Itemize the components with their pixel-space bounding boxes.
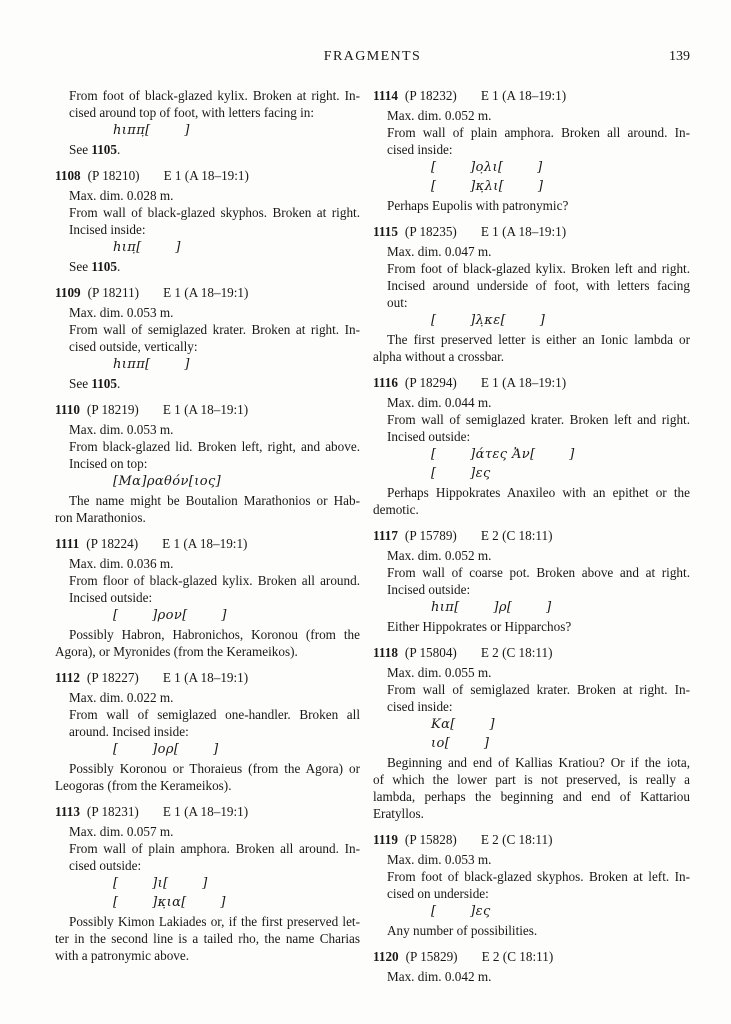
- entry-number: 1117: [373, 528, 398, 543]
- text-line: ron Marathonios.: [55, 510, 146, 525]
- text-line: Any number of possibilities.: [387, 923, 538, 938]
- text-line: alpha without a crossbar.: [373, 349, 505, 364]
- text-line: From wall of semiglazed krater. Broken at right. In-: [387, 682, 690, 697]
- text-line: Incised inside:: [69, 222, 146, 237]
- text-line: Max. dim. 0.052 m.: [387, 548, 492, 563]
- entry-heading: [373, 527, 690, 544]
- entry-number: 1118: [373, 645, 398, 660]
- text-line: Max. dim. 0.042 m.: [387, 969, 492, 984]
- text-line: The name might be Boutalion Marathonios or Hab-: [69, 493, 360, 508]
- deposit-reference: E 2 (C 18:11): [480, 832, 553, 847]
- inventory-number: (P 18224): [86, 536, 139, 551]
- description-paragraph: [373, 260, 690, 311]
- text-line: From foot of black-glazed kylix. Broken at right. In-: [69, 88, 360, 103]
- inscription-line: [ ]ες: [431, 904, 491, 919]
- entry-heading: [55, 401, 360, 418]
- deposit-reference: E 1 (A 18–19:1): [162, 804, 249, 819]
- cross-reference-number: 1105: [91, 376, 117, 391]
- text-line: From wall of plain amphora. Broken all around. In-: [387, 125, 690, 140]
- text-line: Eratyllos.: [373, 806, 424, 821]
- entry-number: 1109: [55, 285, 81, 300]
- left-column: [55, 87, 360, 964]
- description-paragraph: [373, 107, 690, 124]
- cross-reference-number: 1105: [91, 259, 117, 274]
- inscription-line: [Μα]ραθόν[ιος]: [113, 474, 222, 489]
- running-head: [55, 48, 690, 68]
- description-paragraph: [373, 547, 690, 564]
- text-line: From wall of black-glazed skyphos. Broken at right.: [69, 205, 360, 220]
- text-line: Possibly Kimon Lakiades or, if the first preserved let-: [69, 914, 360, 929]
- entry-heading: [55, 535, 360, 552]
- text-line: From wall of coarse pot. Broken above and at right.: [387, 565, 690, 580]
- commentary-paragraph: [55, 913, 360, 964]
- entry-heading: [373, 644, 690, 661]
- text-line: Possibly Habron, Habronichos, Koronou (from the: [69, 627, 360, 642]
- text-line: Incised around underside of foot, with letters facing: [387, 278, 690, 293]
- inscription-line: hιπ[ ]ρ[ ]: [431, 600, 552, 615]
- two-column-text-block: [55, 87, 690, 985]
- cross-reference: See 1105.: [69, 142, 121, 157]
- entry-number: 1113: [55, 804, 80, 819]
- deposit-reference: E 1 (A 18–19:1): [162, 670, 249, 685]
- description-paragraph: [55, 421, 360, 438]
- cross-reference: See 1105.: [69, 259, 121, 274]
- description-paragraph: [373, 564, 690, 598]
- description-paragraph: [373, 124, 690, 158]
- description-paragraph: [373, 411, 690, 445]
- text-line: Max. dim. 0.053 m.: [387, 852, 492, 867]
- deposit-reference: E 1 (A 18–19:1): [162, 536, 248, 551]
- entry-number: 1115: [373, 224, 398, 239]
- inscription-line: [ ]κ̣λι[ ]: [431, 179, 544, 194]
- cross-reference-number: 1105: [91, 142, 117, 157]
- inscription-line: [ ]ο̣λι[ ]: [431, 160, 543, 175]
- inscription-line: [ ]κ̣ια[ ]: [113, 895, 226, 910]
- page-title: FRAGMENTS: [323, 49, 422, 64]
- description-paragraph: [55, 572, 360, 606]
- deposit-reference: E 1 (A 18–19:1): [480, 88, 567, 103]
- entry-heading: [55, 284, 360, 301]
- text-line: From floor of black-glazed kylix. Broken all around.: [69, 573, 360, 588]
- text-line: From wall of semiglazed krater. Broken at right. In-: [69, 322, 360, 337]
- description-paragraph: [55, 823, 360, 840]
- entry-number: 1120: [373, 949, 399, 964]
- description-paragraph: [55, 204, 360, 238]
- text-line: Max. dim. 0.036 m.: [69, 556, 174, 571]
- text-line: Leogoras (from the Kerameikos).: [55, 778, 232, 793]
- entry-number: 1111: [55, 536, 80, 551]
- text-line: cised outside, vertically:: [69, 339, 198, 354]
- text-line: cised outside:: [69, 858, 142, 873]
- text-line: Max. dim. 0.028 m.: [69, 188, 174, 203]
- text-line: cised around top of foot, with letters facing in:: [69, 105, 315, 120]
- deposit-reference: E 1 (A 18–19:1): [480, 375, 567, 390]
- description-paragraph: [55, 840, 360, 874]
- commentary-paragraph: [55, 492, 360, 526]
- inscription-line: ιο[ ]: [431, 736, 490, 751]
- inscription-line: [ ]ορ[ ]: [113, 742, 219, 757]
- entry-number: 1114: [373, 88, 398, 103]
- text-line: From wall of plain amphora. Broken all around. In-: [69, 841, 360, 856]
- text-line: From foot of black-glazed skyphos. Broken at left. In-: [387, 869, 690, 884]
- inventory-number: (P 18235): [404, 224, 457, 239]
- text-line: The first preserved letter is either an Ionic lambda or: [387, 332, 690, 347]
- text-line: Incised outside:: [69, 590, 153, 605]
- description-paragraph: [55, 187, 360, 204]
- text-line: ter in the second line is a tailed rho, the name Charias: [55, 931, 360, 946]
- inventory-number: (P 18232): [404, 88, 457, 103]
- inscription-line: hιπ̣[ ]: [113, 240, 181, 255]
- deposit-reference: E 2 (C 18:11): [480, 645, 553, 660]
- inscription-line: Κα[ ]: [431, 717, 495, 732]
- deposit-reference: E 1 (A 18–19:1): [163, 285, 249, 300]
- text-line: Incised on top:: [69, 456, 148, 471]
- text-line: of which the lower part is not preserved, is really a: [373, 772, 690, 787]
- description-paragraph: [373, 664, 690, 681]
- entry-heading: [55, 167, 360, 184]
- description-paragraph: [373, 851, 690, 868]
- deposit-reference: E 1 (A 18–19:1): [480, 224, 567, 239]
- text-line: Max. dim. 0.053 m.: [69, 305, 174, 320]
- text-line: From wall of semiglazed krater. Broken left and right.: [387, 412, 690, 427]
- text-line: Beginning and end of Kallias Kratiou? Or if the iota,: [387, 755, 690, 770]
- inventory-number: (P 15829): [405, 949, 458, 964]
- entry-heading: [373, 831, 690, 848]
- entry-number: 1112: [55, 670, 80, 685]
- text-line: Max. dim. 0.052 m.: [387, 108, 492, 123]
- entry-heading: [55, 803, 360, 820]
- inventory-number: (P 15804): [404, 645, 457, 660]
- text-line: cised inside:: [387, 142, 453, 157]
- text-line: lambda, perhaps the beginning and end of Kattariou: [373, 789, 690, 804]
- entry-number: 1108: [55, 168, 81, 183]
- inventory-number: (P 18231): [86, 804, 139, 819]
- text-line: demotic.: [373, 502, 419, 517]
- text-line: Possibly Koronou or Thoraieus (from the Agora) or: [69, 761, 360, 776]
- inscription-line: [ ]λ̣κε[ ]: [431, 313, 546, 328]
- inventory-number: (P 18294): [404, 375, 457, 390]
- commentary-paragraph: [373, 618, 690, 635]
- inscription-line: [ ]ρον[ ]: [113, 608, 227, 623]
- description-paragraph: [373, 394, 690, 411]
- entry-heading: [55, 669, 360, 686]
- text-line: out:: [387, 295, 408, 310]
- inscription-line: [ ]άτες Ἀν[ ]: [431, 447, 575, 462]
- text-line: Max. dim. 0.022 m.: [69, 690, 174, 705]
- commentary-paragraph: [373, 754, 690, 822]
- deposit-reference: E 2 (C 18:11): [480, 528, 553, 543]
- commentary-paragraph: [55, 626, 360, 660]
- inscription-line: hιππ[ ]: [113, 357, 190, 372]
- description-paragraph: [55, 438, 360, 472]
- text-line: From wall of semiglazed one-handler. Broken all: [69, 707, 360, 722]
- entry-heading: [373, 87, 690, 104]
- description-paragraph: [373, 243, 690, 260]
- text-line: Max. dim. 0.055 m.: [387, 665, 492, 680]
- description-paragraph: [55, 304, 360, 321]
- entry-heading: [373, 223, 690, 240]
- text-line: Incised outside:: [387, 582, 471, 597]
- description-paragraph: [373, 681, 690, 715]
- entry-number: 1110: [55, 402, 80, 417]
- deposit-reference: E 1 (A 18–19:1): [162, 402, 249, 417]
- commentary-paragraph: [373, 331, 690, 365]
- commentary-paragraph: [55, 760, 360, 794]
- description-paragraph: [55, 87, 360, 121]
- inventory-number: (P 18210): [87, 168, 140, 183]
- text-line: Either Hippokrates or Hipparchos?: [387, 619, 572, 634]
- text-line: Perhaps Hippokrates Anaxileo with an epithet or the: [387, 485, 690, 500]
- description-paragraph: [373, 968, 690, 985]
- inventory-number: (P 18211): [87, 285, 140, 300]
- text-line: Max. dim. 0.047 m.: [387, 244, 492, 259]
- description-paragraph: [55, 555, 360, 572]
- page-number: 139: [669, 49, 690, 64]
- text-line: Agora), or Myronides (from the Kerameikos).: [55, 644, 298, 659]
- inscription-line: hιππ̣[ ]: [113, 123, 190, 138]
- description-paragraph: [55, 706, 360, 740]
- text-line: From black-glazed lid. Broken left, right, and above.: [69, 439, 360, 454]
- description-paragraph: [55, 689, 360, 706]
- entry-heading: [373, 374, 690, 391]
- text-line: cised inside:: [387, 699, 453, 714]
- text-line: cised on underside:: [387, 886, 489, 901]
- inscription-line: [ ]ες: [431, 466, 491, 481]
- commentary-paragraph: [373, 197, 690, 214]
- commentary-paragraph: [373, 922, 690, 939]
- text-line: with a patronymic above.: [55, 948, 190, 963]
- text-line: Max. dim. 0.057 m.: [69, 824, 174, 839]
- entry-number: 1116: [373, 375, 398, 390]
- inventory-number: (P 15789): [404, 528, 457, 543]
- description-paragraph: [55, 321, 360, 355]
- inventory-number: (P 18219): [86, 402, 139, 417]
- right-column: [373, 87, 690, 985]
- description-paragraph: [373, 868, 690, 902]
- text-line: Perhaps Eupolis with patronymic?: [387, 198, 569, 213]
- text-line: From foot of black-glazed kylix. Broken left and right.: [387, 261, 690, 276]
- inscription-line: [ ]ι[ ]: [113, 876, 208, 891]
- entry-number: 1119: [373, 832, 398, 847]
- text-line: Max. dim. 0.053 m.: [69, 422, 174, 437]
- deposit-reference: E 1 (A 18–19:1): [163, 168, 249, 183]
- text-line: Incised outside:: [387, 429, 471, 444]
- commentary-paragraph: [373, 484, 690, 518]
- entry-heading: [373, 948, 690, 965]
- deposit-reference: E 2 (C 18:11): [481, 949, 554, 964]
- inventory-number: (P 18227): [86, 670, 139, 685]
- inventory-number: (P 15828): [404, 832, 457, 847]
- text-line: around. Incised inside:: [69, 724, 189, 739]
- cross-reference: See 1105.: [69, 376, 121, 391]
- text-line: Max. dim. 0.044 m.: [387, 395, 492, 410]
